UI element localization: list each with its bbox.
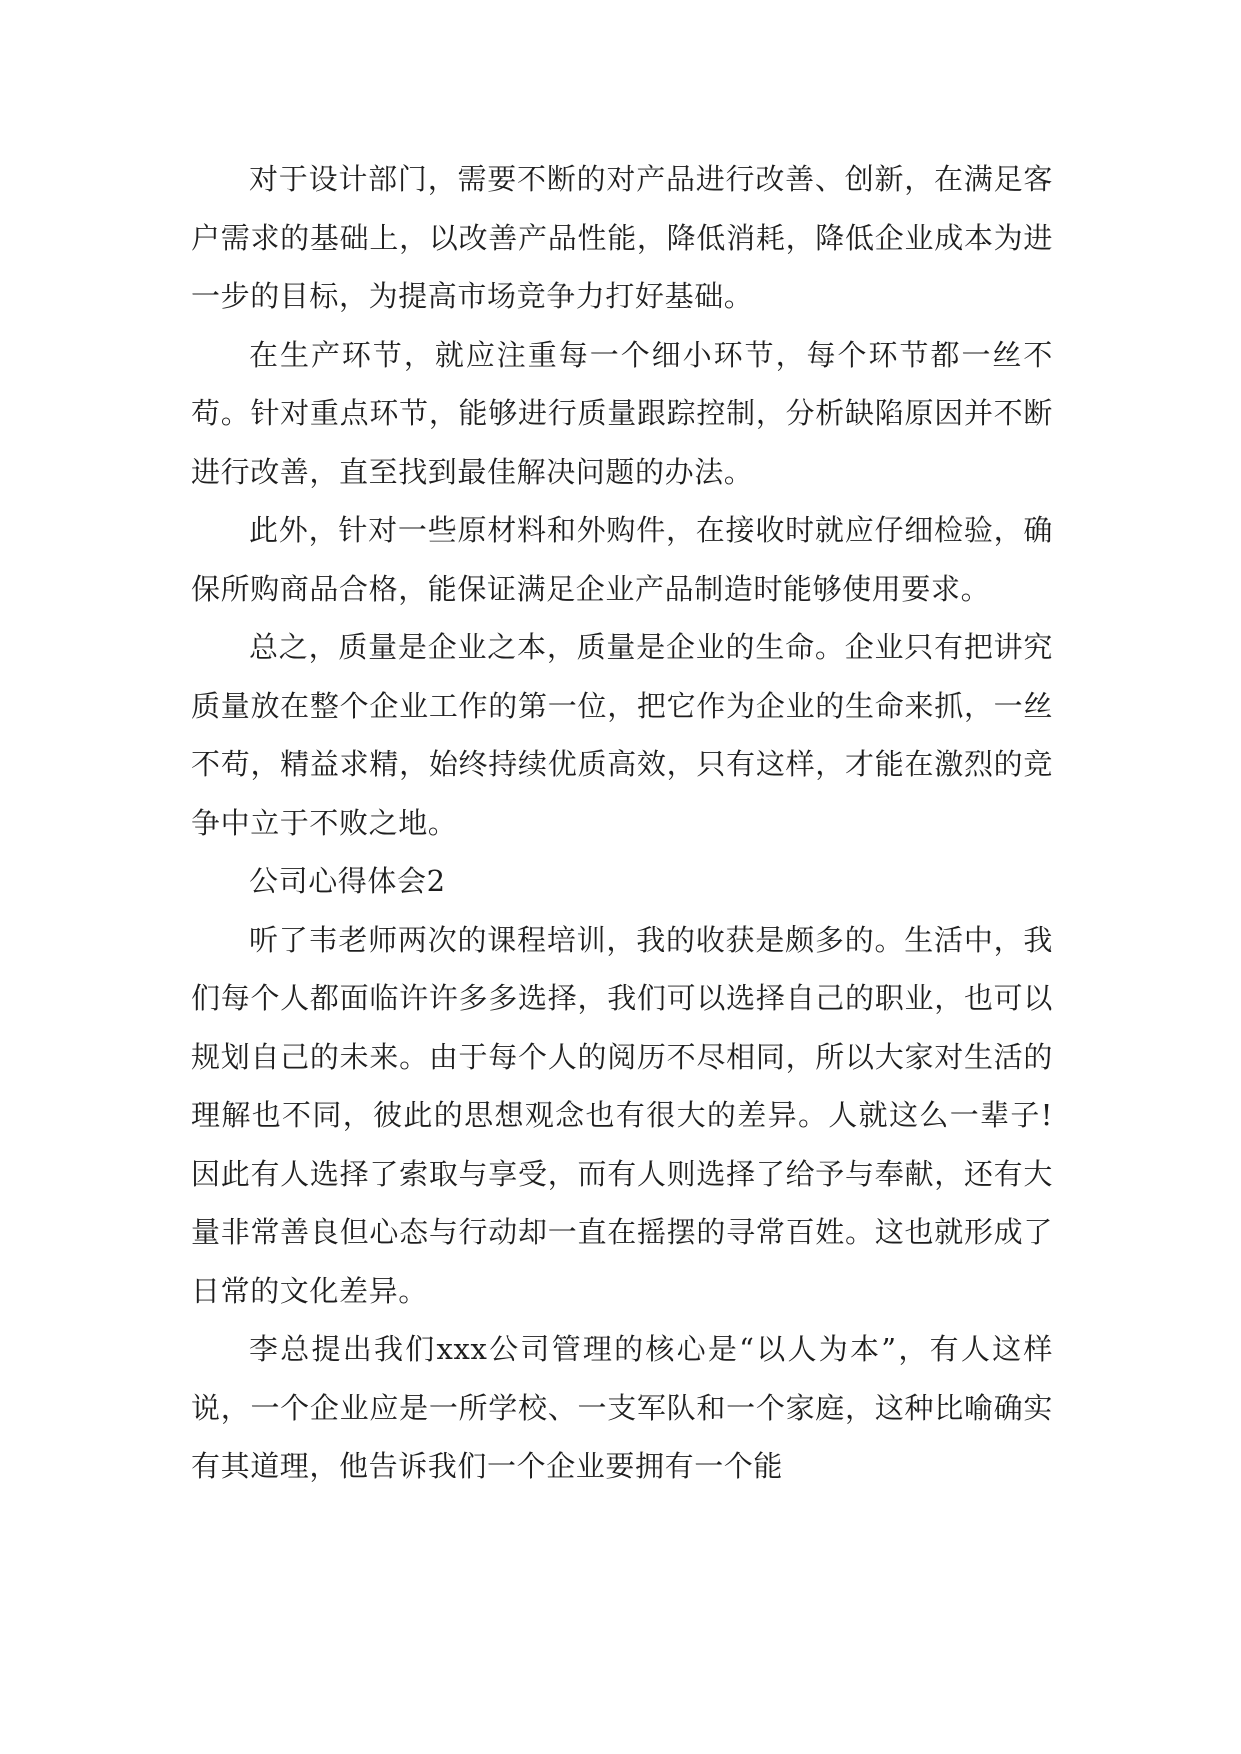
paragraph-design-department: 对于设计部门，需要不断的对产品进行改善、创新，在满足客户需求的基础上，以改善产品性能，降低消耗，降低企业成本为进一步的目标，为提高市场竞争力打好基础。 [191, 162, 1053, 313]
paragraph-management: 李总提出我们xxx公司管理的核心是“以人为本”，有人这样说，一个企业应是一所学校、一支军队和一个家庭，这种比喻确实有其道理，他告诉我们一个企业要拥有一个能 [191, 1332, 1053, 1483]
paragraph-production: 在生产环节，就应注重每一个细小环节，每个环节都一丝不苟。针对重点环节，能够进行质量跟踪控制，分析缺陷原因并不断进行改善，直至找到最佳解决问题的办法。 [191, 337, 1053, 489]
paragraph-training: 听了韦老师两次的课程培训，我的收获是颇多的。生活中，我们每个人都面临许许多多选择，我们可以选择自己的职业，也可以规划自己的未来。由于每个人的阅历不尽相同，所以大家对生活的理解也不同，彼此的思想观念也有很大的差异。人就这么一辈子!因此有人选择了索取与享受，而有人则选择了给予与奉献，还有大量非常善良但心态与行动却一直在摇摆的寻常百姓。这也就形成了日常的文化差异。 [191, 922, 1053, 1308]
document-page [191, 150, 1053, 1496]
paragraph-materials: 此外，针对一些原材料和外购件，在接收时就应仔细检验，确保所购商品合格，能保证满足企业产品制造时能够使用要求。 [191, 513, 1053, 606]
paragraph-conclusion: 总之，质量是企业之本，质量是企业的生命。企业只有把讲究质量放在整个企业工作的第一位，把它作为企业的生命来抓，一丝不苟，精益求精，始终持续优质高效，只有这样，才能在激烈的竞争中立于不败之地。 [191, 630, 1053, 840]
section-heading: 公司心得体会2 [249, 864, 446, 898]
